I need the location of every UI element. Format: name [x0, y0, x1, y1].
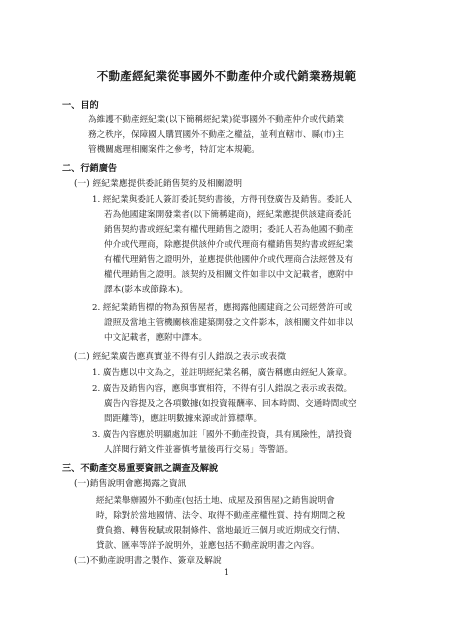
item-line: 1. 經紀業與委託人簽訂委託契約書後，方得刊登廣告及銷售。委託人 — [92, 195, 353, 205]
page-number: 1 — [223, 568, 230, 577]
item-line: 2. 廣告及銷售內容，應與事實相符，不得有引人錯誤之表示或表徵。 — [92, 384, 353, 394]
subsection-3-1-heading: (一)銷售說明會應揭露之資訊 — [74, 479, 187, 489]
subsection-2-1-heading: (一) 經紀業應提供委託銷售契約及相關證明 — [74, 179, 243, 189]
item-line: 3. 廣告內容應於明顯處加註「國外不動產投資，具有風險性，請投資 — [92, 430, 353, 440]
item-line: 人詳閱行銷文件並審慎考量後再行交易」等警語。 — [104, 445, 294, 455]
item-line: 銷售契約書或經紀業有權代理銷售之證明；委託人若為他國不動產 — [104, 225, 354, 235]
item-line: 間距離等)，應註明數據來源或計算標準。 — [104, 414, 263, 424]
subsection-3-2-heading: (二)不動產說明書之製作、簽章及解說 — [74, 556, 222, 566]
item-line: 有權代理銷售之證明外，並應提供他國仲介或代理商合法經營及有 — [104, 255, 354, 265]
paragraph-line: 管機關處理相關案件之參考，特訂定本規範。 — [88, 145, 260, 155]
item-line: 譯本(影本或節錄本)。 — [104, 285, 189, 295]
section-1-heading: 一、目的 — [62, 100, 99, 111]
section-3-heading: 三、不動產交易重要資訊之調查及解說 — [62, 463, 219, 474]
paragraph-line: 費負擔、轉售稅賦或限制條件、當地最近三個月或近期成交行情、 — [96, 526, 346, 536]
item-line: 若為他國建案開發業者(以下簡稱建商)，經紀業應提供該建商委託 — [104, 210, 352, 220]
section-2-heading: 二、行銷廣告 — [62, 163, 118, 174]
paragraph-line: 時，除對於當地國情、法令、取得不動產產權性質、持有期間之稅 — [96, 511, 346, 521]
item-line: 證照及當地主管機關核准建築開發之文件影本，該相關文件如非以 — [104, 318, 354, 328]
paragraph-line: 貸款、匯率等詳予說明外，並應包括不動產說明書之內容。 — [96, 541, 320, 551]
paragraph-line: 務之秩序，保障國人購買國外不動產之權益，並利直轄市、縣(市)主 — [88, 130, 344, 140]
subsection-2-2-heading: (二) 經紀業廣告應真實並不得有引人錯誤之表示或表徵 — [74, 352, 286, 362]
item-line: 中文記載者，應附中譯本。 — [104, 333, 208, 343]
item-line: 權代理銷售之證明。該契約及相關文件如非以中文記載者，應附中 — [104, 270, 354, 280]
item-line: 廣告內容提及之各項數據(如投資報酬率、回本時間、交通時間或空 — [104, 399, 357, 409]
item-line: 1. 廣告應以中文為之，並註明經紀業名稱，廣告稱應由經紀人簽章。 — [92, 368, 353, 378]
item-line: 2. 經紀業銷售標的物為預售屋者，應揭露他國建商之公司經營許可或 — [92, 303, 353, 313]
paragraph-line: 為維護不動產經紀業(以下簡稱經紀業)從事國外不動產仲介或代銷業 — [88, 115, 344, 125]
document-title: 不動產經紀業從事國外不動產仲介或代銷業務規範 — [96, 69, 357, 83]
item-line: 仲介或代理商，除應提供該仲介或代理商有權銷售契約書或經紀業 — [104, 240, 354, 250]
paragraph-line: 經紀業舉辦國外不動產(包括土地、成屋及預售屋)之銷售說明會 — [96, 496, 335, 506]
